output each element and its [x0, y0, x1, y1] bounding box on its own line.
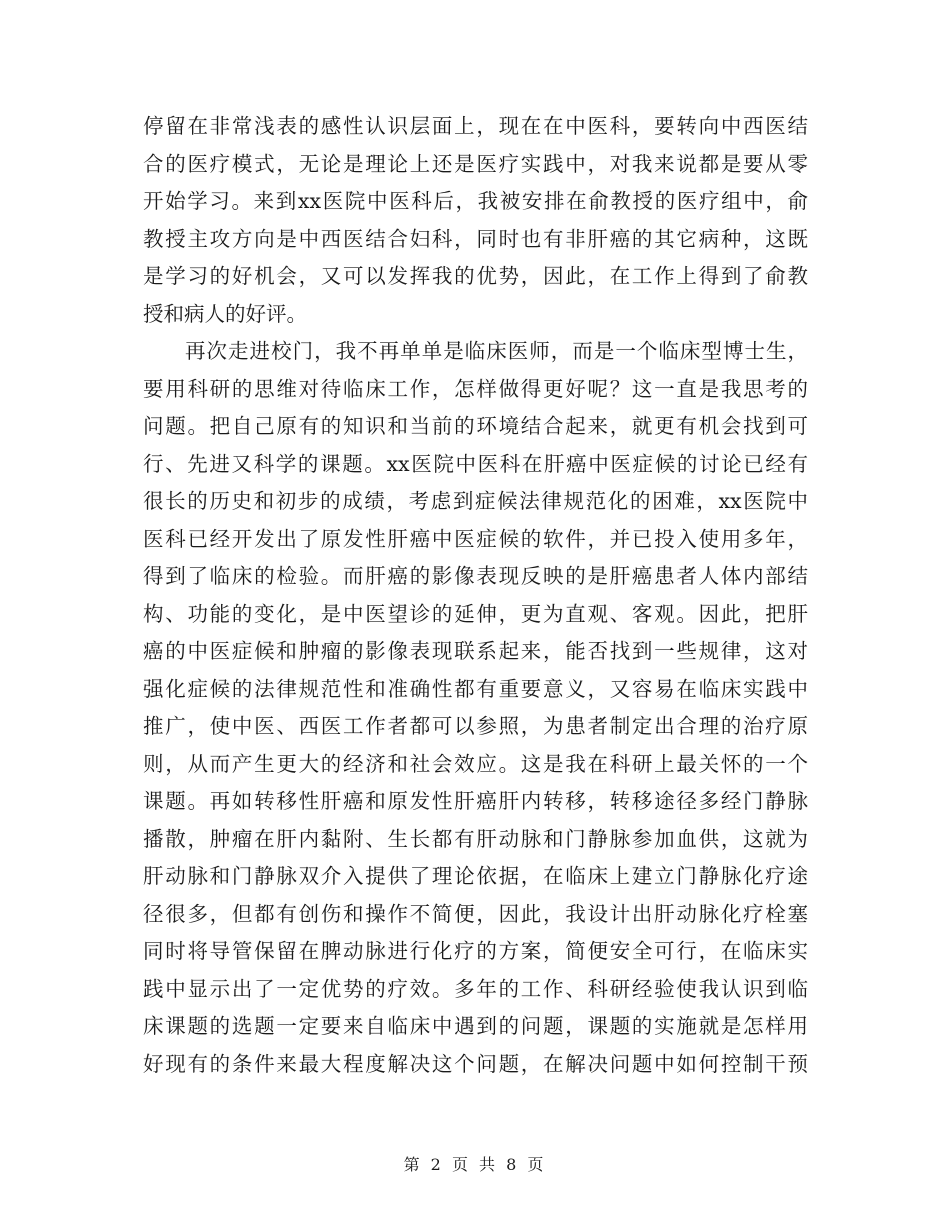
text-line: 床课题的选题一定要来自临床中遇到的问题，课题的实施就是怎样用 [143, 1014, 808, 1038]
text-line: 是学习的好机会，又可以发挥我的优势，因此，在工作上得到了俞教 [143, 264, 808, 288]
text-line: 行、先进又科学的课题。xx医院中医科在肝癌中医症候的讨论已经有 [143, 451, 808, 476]
text-line: 强化症候的法律规范性和准确性都有重要意义，又容易在临床实践中 [143, 676, 808, 701]
page-number-footer: 第 2 页 共 8 页 [403, 1155, 547, 1174]
text-line: 医科已经开发出了原发性肝癌中医症候的软件，并已投入使用多年， [143, 526, 808, 551]
text-line: 径很多，但都有创伤和操作不简便，因此，我设计出肝动脉化疗栓塞 [143, 901, 808, 926]
text-line: 要用科研的思维对待临床工作，怎样做得更好呢？这一直是我思考的 [143, 376, 808, 401]
text-line: 课题。再如转移性肝癌和原发性肝癌肝内转移，转移途径多经门静脉 [143, 789, 808, 813]
text-line: 开始学习。来到xx医院中医科后，我被安排在俞教授的医疗组中，俞 [143, 189, 808, 213]
text-line: 构、功能的变化，是中医望诊的延伸，更为直观、客观。因此，把肝 [143, 601, 808, 626]
paragraph-start-line: 再次走进校门，我不再单单是临床医师，而是一个临床型博士生， [185, 339, 808, 363]
text-line: 好现有的条件来最大程度解决这个问题，在解决问题中如何控制干预 [143, 1051, 808, 1076]
body-text [143, 108, 808, 1083]
text-line: 癌的中医症候和肿瘤的影像表现联系起来，能否找到一些规律，这对 [143, 639, 808, 663]
text-line: 授和病人的好评。 [143, 301, 307, 326]
text-line: 则，从而产生更大的经济和社会效应。这是我在科研上最关怀的一个 [143, 751, 808, 776]
text-line: 播散，肿瘤在肝内黏附、生长都有肝动脉和门静脉参加血供，这就为 [143, 826, 808, 851]
text-line: 肝动脉和门静脉双介入提供了理论依据，在临床上建立门静脉化疗途 [143, 864, 808, 888]
text-line: 合的医疗模式，无论是理论上还是医疗实践中，对我来说都是要从零 [143, 151, 808, 176]
text-line: 践中显示出了一定优势的疗效。多年的工作、科研经验使我认识到临 [143, 976, 808, 1001]
text-line: 问题。把自己原有的知识和当前的环境结合起来，就更有机会找到可 [143, 414, 808, 438]
text-line: 停留在非常浅表的感性认识层面上，现在在中医科，要转向中西医结 [143, 114, 808, 138]
text-line: 推广，使中医、西医工作者都可以参照，为患者制定出合理的治疗原 [143, 714, 808, 738]
text-line: 得到了临床的检验。而肝癌的影像表现反映的是肝癌患者人体内部结 [143, 564, 808, 588]
text-line: 教授主攻方向是中西医结合妇科，同时也有非肝癌的其它病种，这既 [143, 226, 808, 251]
text-line: 很长的历史和初步的成绩，考虑到症候法律规范化的困难，xx医院中 [143, 489, 808, 513]
text-line: 同时将导管保留在脾动脉进行化疗的方案，简便安全可行，在临床实 [143, 939, 808, 963]
